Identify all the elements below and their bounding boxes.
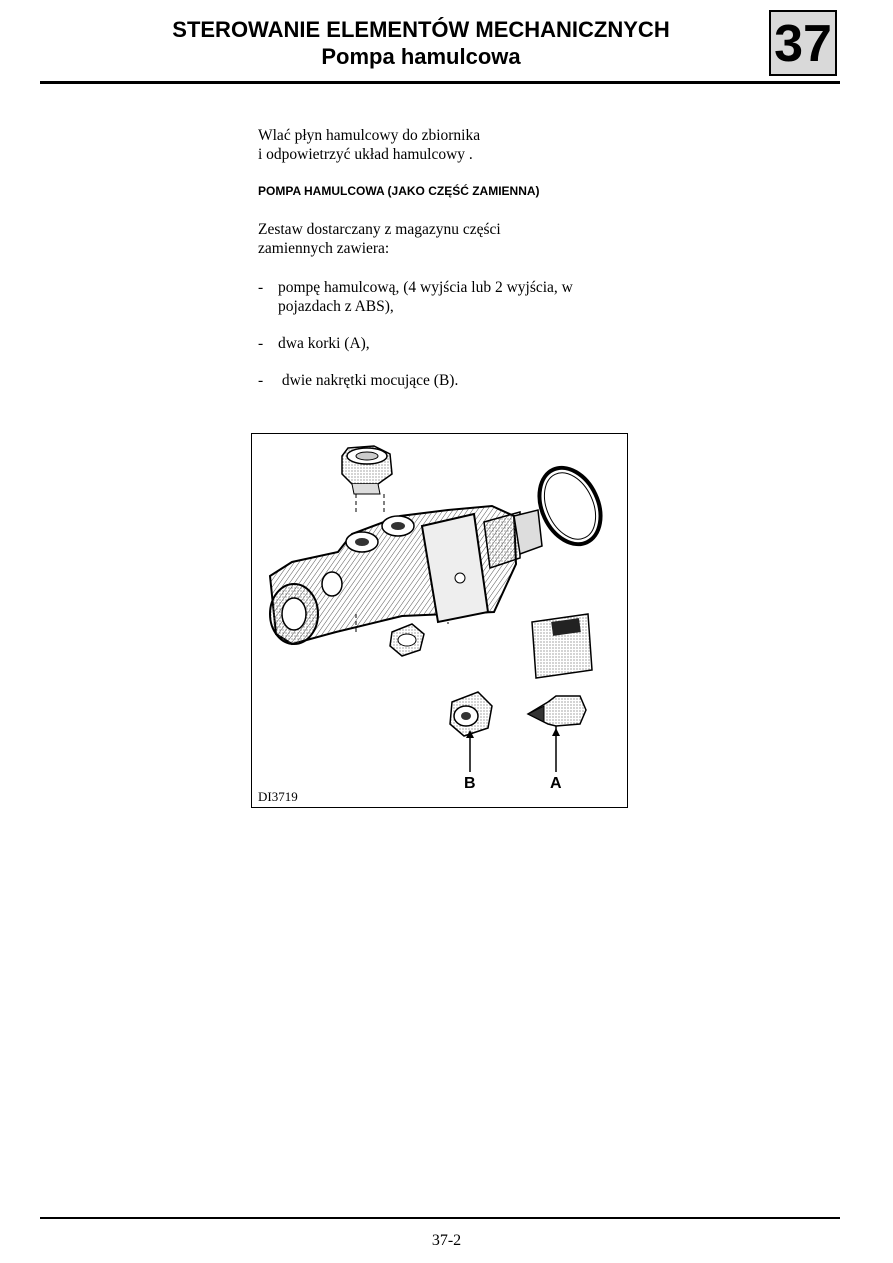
list-item-text: pompę hamulcową, (4 wyjścia lub 2 wyjścia, w bbox=[278, 279, 573, 296]
chapter-number-box: 37 bbox=[769, 10, 837, 76]
list-dash: - bbox=[258, 372, 264, 389]
part-a-plug-icon bbox=[528, 696, 586, 772]
brake-pump-drawing bbox=[252, 434, 626, 806]
kit-paragraph bbox=[258, 220, 501, 258]
brake-pump-figure bbox=[251, 433, 628, 808]
nut-icon bbox=[390, 624, 424, 656]
list-dash: - bbox=[258, 335, 264, 352]
reservoir-cap-icon bbox=[342, 446, 392, 494]
intro-line-2: i odpowietrzyć układ hamulcowy . bbox=[258, 146, 473, 163]
label-a: A bbox=[550, 775, 562, 792]
header-rule bbox=[40, 81, 840, 84]
kit-line-2: zamiennych zawiera: bbox=[258, 240, 390, 257]
page-title bbox=[0, 16, 842, 70]
intro-line-1: Wlać płyn hamulcowy do zbiornika bbox=[258, 127, 481, 144]
list-item-text: dwie nakrętki mocujące (B). bbox=[278, 372, 459, 389]
list-item-text-cont: pojazdach z ABS), bbox=[278, 298, 394, 315]
intro-paragraph bbox=[258, 126, 480, 164]
pump-body-icon bbox=[270, 506, 542, 644]
list-dash: - bbox=[258, 279, 264, 296]
leaflet-icon bbox=[532, 614, 592, 678]
figure-code: DI3719 bbox=[258, 789, 298, 804]
part-b-nut-icon bbox=[450, 692, 492, 772]
list-item-text: dwa korki (A), bbox=[278, 335, 370, 352]
title-line-1: STEROWANIE ELEMENTÓW MECHANICZNYCH bbox=[172, 17, 670, 42]
kit-line-1: Zestaw dostarczany z magazynu części bbox=[258, 221, 501, 238]
section-subheading: POMPA HAMULCOWA (JAKO CZĘŚĆ ZAMIENNA) bbox=[258, 184, 540, 198]
title-line-2: Pompa hamulcowa bbox=[321, 44, 521, 69]
footer-rule bbox=[40, 1217, 840, 1219]
label-b: B bbox=[464, 775, 476, 792]
page-number: 37-2 bbox=[431, 1232, 462, 1249]
